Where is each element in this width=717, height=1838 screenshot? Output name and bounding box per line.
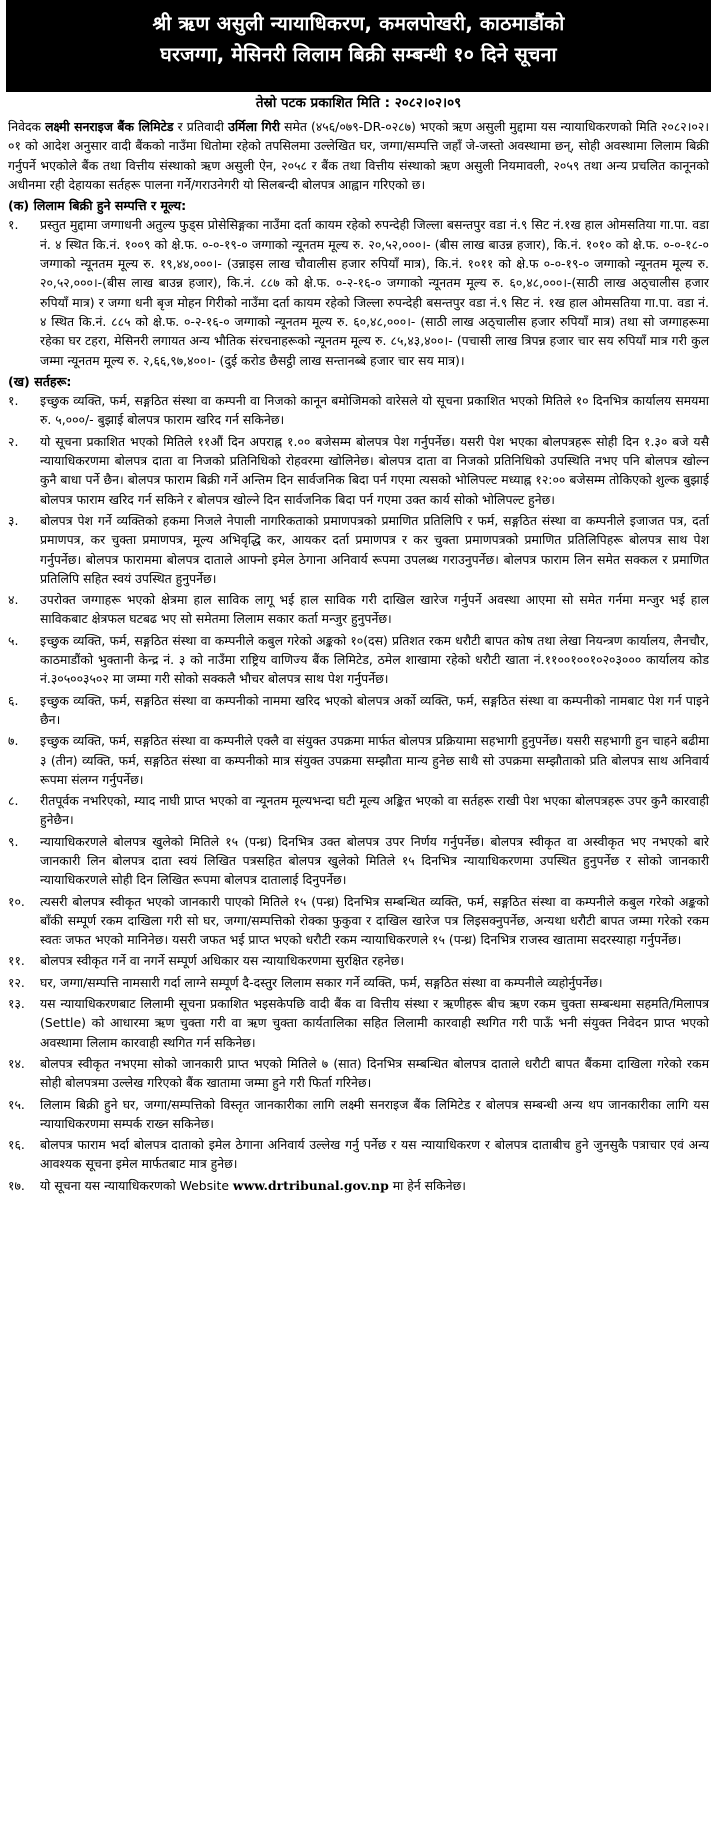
conditions-list — [6, 391, 711, 1195]
condition-item — [8, 951, 709, 970]
item-text: यो सूचना प्रकाशित भएको मितिले ११औं दिन अपराह्न १.०० बजेसम्म बोलपत्र पेश गर्नुपर्नेछ। यसरी पेश भएका बोलपत्रहरू सोही दिन १.३० बजे यसै न्यायाधिकरणमा बोलपत्र दाता वा निजको प्रतिनिधिको रोहवरमा खोलिनेछ। बोलपत्र दाता वा निजको प्रतिनिधिको उपस्थिति नभए पनि बोलपत्र खोल्न कुनै बाधा पर्ने छैन। बोलपत्र फाराम बिक्री गर्ने अन्तिम दिन सार्वजनिक बिदा पर्न गएमा त्यसको भोलिपल्ट मध्याह्न १२:०० बजेसम्म तोकिएको शुल्क बुझाई बोलपत्र फाराम खरिद गर्न सकिने र बोलपत्र खोल्ने दिन सार्वजनिक बिदा पर्न गएमा उक्त कार्य सोको भोलिपल्ट हुनेछ। — [40, 433, 709, 507]
item-text: न्यायाधिकरणले बोलपत्र खुलेको मितिले १५ (पन्ध्र) दिनभित्र उक्त बोलपत्र उपर निर्णय गर्नुपर्नेछ। बोलपत्र स्वीकृत वा अस्वीकृत भए नभएको बारे जानकारी लिन बोलपत्र दाता स्वयं लिखित पत्रसहित बोलपत्र खुलेको मितिले १५ दिनभित्र न्यायाधिकरणमा उपस्थित हुनुपर्नेछ र सोको जानकारी न्यायाधिकरणले सोही दिन लिखित रूपमा बोलपत्र दातालाई दिनुपर्नेछ। — [40, 833, 709, 888]
intro-paragraph — [8, 117, 709, 194]
section-heading-property: (क) लिलाम बिक्री हुने सम्पत्ति र मूल्य: — [8, 198, 187, 214]
item-text: इच्छुक व्यक्ति, फर्म, सङ्गठित संस्था वा कम्पनीले एक्लै वा संयुक्त उपक्रमा मार्फत बोलपत्र प्रक्रियामा सहभागी हुनुपर्नेछ। यसरी सहभागी हुन चाहने बढीमा ३ (तीन) व्यक्ति, फर्म, सङ्गठित संस्था वा कम्पनीको मात्र संयुक्त उपक्रमा सम्झौता मान्य हुनेछ साथै सो उपक्रमा सम्झौताको प्रति बोलपत्र साथ अनिवार्य रूपमा संलग्न गर्नुपर्नेछ। — [40, 733, 709, 787]
intro-text-1: निवेदक — [8, 119, 46, 134]
condition-item — [8, 1176, 709, 1195]
last-item-text-1: यो सूचना यस न्यायाधिकरणको Website — [40, 1177, 233, 1193]
item-number: ३. — [8, 512, 19, 528]
intro-text-2: र प्रतिवादी — [173, 119, 229, 134]
item-number: ११. — [8, 953, 25, 969]
condition-item — [8, 511, 709, 588]
item-text: रीतपूर्वक नभरिएको, म्याद नाघी प्राप्त भएको वा न्यूनतम मूल्यभन्दा घटी मूल्य अङ्कित भएको वा सर्तहरू राखी पेश भएका बोलपत्रहरू उपर कुनै कारवाही हुनेछैन। — [40, 793, 709, 828]
item-text: यस न्यायाधिकरणबाट लिलामी सूचना प्रकाशित भइसकेपछि वादी बैंक वा वित्तीय संस्था र ऋणीहरू बीच ऋण रकम चुक्ता सम्बन्धमा सहमति/मिलापत्र (Settle) को आधारमा ऋण चुक्ता गरी वा ऋण चुक्ता कार्यतालिका सहित लिलामी कारवाही स्थगित गरी पाऊँ भनी संयुक्त निवेदन प्राप्त भएको अवस्थामा लिलाम कारवाही स्थगित गर्न सकिनेछ। — [40, 996, 709, 1050]
condition-item — [8, 631, 709, 689]
condition-item — [8, 432, 709, 509]
item-text: घर, जग्गा/सम्पत्ति नामसारी गर्दा लाग्ने सम्पूर्ण दै-दस्तुर लिलाम सकार गर्ने व्यक्ति, फर्म, सङ्गठित संस्था वा कम्पनीले व्यहोर्नुपर्नेछ। — [40, 974, 603, 990]
item-text: बोलपत्र फाराम भर्दा बोलपत्र दाताको इमेल ठेगाना अनिवार्य उल्लेख गर्नु पर्नेछ र यस न्यायाधिकरण र बोलपत्र दाताबीच हुने जुनसुकै पत्राचार एवं अन्य आवश्यक सूचना इमेल मार्फतबाट मात्र हुनेछ। — [40, 1137, 709, 1172]
condition-item — [8, 590, 709, 629]
condition-item — [8, 973, 709, 992]
publication-date: तेस्रो पटक प्रकाशित मिति : २०८२।०२।०९ — [255, 95, 462, 111]
item-text — [40, 1176, 709, 1195]
condition-item — [8, 1135, 709, 1174]
item-number: २. — [8, 433, 19, 449]
last-item-text-2: मा हेर्न सकिनेछ। — [388, 1177, 467, 1193]
condition-item — [8, 1054, 709, 1093]
item-text: प्रस्तुत मुद्दामा जग्गाधनी अतुल्य फुड्स प्रोसेसिङ्गका नाउँमा दर्ता कायम रहेको रुपन्देही जिल्ला बसन्तपुर वडा नं.९ सिट नं.१ख हाल ओमसतिया गा.पा. वडा नं. ४ स्थित कि.नं. १००९ को क्षे.फ. ०-०-१९-० जग्गाको न्यूनतम मूल्य रु. २०,५२,०००।- (बीस लाख बाउन्न हजार), कि.नं. १०१० को क्षे.फ. ०-०-१८-० जग्गाको न्यूनतम मूल्य रु. १९,४४,०००।- (उन्नाइस लाख चौवालीस हजार रुपियाँ मात्र), कि.नं. १०११ को क्षे.फ ०-०-१९-० जग्गाको न्यूनतम मूल्य रु. २०,५२,०००।-(बीस लाख बाउन्न हजार), कि.नं. ८८७ को क्षे.फ. ०-२-१६-० जग्गाको न्यूनतम मूल्य रु. ६०,४८,०००।-(साठी लाख अठ्चालीस हजार रुपियाँ मात्र) र जग्गा धनी बृज मोहन गिरीको नाउँमा दर्ता कायम रहेको जिल्ला रुपन्देही बसन्तपुर वडा नं.९ सिट नं. १ख हाल ओमसतिया गा.पा. वडा नं. ४ स्थित कि.नं. ८८५ को क्षे.फ. ०-२-१६-० जग्गाको न्यूनतम मूल्य रु. ६०,४८,०००।- (साठी लाख अठ्चालीस हजार रुपियाँ मात्र) तथा सो जग्गाहरूमा रहेका घर टहरा, मेसिनरी लगायत अन्य भौतिक संरचनाहरूको न्यूनतम मूल्य रु. ८५,४३,४००।- (पचासी लाख त्रिपन्न हजार चार सय रुपियाँ मात्र गरी कुल जम्मा न्यूनतम मूल्य रु. २,६६,९७,४००।- (दुई करोड छैसट्ठी लाख सन्तानब्बे हजार चार सय मात्र)। — [40, 217, 709, 368]
item-number: १. — [8, 217, 19, 233]
condition-item — [8, 892, 709, 950]
item-text: बोलपत्र पेश गर्ने व्यक्तिको हकमा निजले नेपाली नागरिकताको प्रमाणपत्रको प्रमाणित प्रतिलिपि र फर्म, सङ्गठित संस्था वा कम्पनीले इजाजत पत्र, दर्ता प्रमाणपत्र, कर चुक्ता प्रमाणपत्र, मूल्य अभिवृद्धि कर, आयकर दर्ता प्रमाणपत्र र कर चुक्ता प्रमाणपत्रको प्रमाणित प्रतिलिपिहरू बोलपत्र साथ पेश गर्नुपर्नेछ। बोलपत्र फाराममा बोलपत्र दाताले आफ्नो इमेल ठेगाना अनिवार्य रूपमा उपलब्ध गराउनुपर्नेछ। बोलपत्र फाराम लिन समेत सक्कल र प्रमाणित प्रतिलिपि सहित स्वयं उपस्थित हुनुपर्नेछ। — [40, 512, 709, 586]
item-text: इच्छुक व्यक्ति, फर्म, सङ्गठित संस्था वा कम्पनीको नाममा खरिद भएको बोलपत्र अर्को व्यक्ति, फर्म, सङ्गठित संस्था वा कम्पनीको नामबाट पेश गर्न पाइने छैन। — [40, 692, 709, 727]
plaintiff-bank: लक्ष्मी सनराइज बैंक लिमिटेड — [45, 119, 174, 134]
header-title-line2: घरजग्गा, मेसिनरी लिलाम बिक्री सम्बन्धी १० दिने सूचना — [160, 43, 557, 66]
property-item — [8, 215, 709, 369]
item-text: इच्छुक व्यक्ति, फर्म, सङ्गठित संस्था वा कम्पनीले कबुल गरेको अङ्कको १०(दस) प्रतिशत रकम धरौटी बापत कोष तथा लेखा नियन्त्रण कार्यालय, लैनचौर, काठमाडौंको भुक्तानी केन्द्र नं. ३ को नाउँमा राष्ट्रिय वाणिज्य बैंक लिमिटेड, ठमेल शाखामा रहेको धरौटी खाता नं.११००१००१०२०३००० कार्यालय कोड नं.३०५००३५०२ मा जम्मा गरी सोको सक्कलै भौचर बोलपत्र साथ पेश गर्नुपर्नेछ। — [40, 632, 709, 687]
item-number: १५. — [8, 1096, 25, 1112]
condition-item — [8, 832, 709, 890]
condition-item — [8, 791, 709, 830]
condition-item — [8, 1095, 709, 1134]
item-number: १७. — [8, 1177, 25, 1193]
item-number: ७. — [8, 733, 19, 749]
notice-header — [6, 0, 711, 92]
item-number: १३. — [8, 996, 25, 1012]
condition-item — [8, 731, 709, 789]
item-text: लिलाम बिक्री हुने घर, जग्गा/सम्पत्तिको विस्तृत जानकारीका लागि लक्ष्मी सनराइज बैंक लिमिटेड र बोलपत्र सम्बन्धी अन्य थप जानकारीका लागि यस न्यायाधिकरणमा सम्पर्क राख्न सकिनेछ। — [40, 1096, 709, 1131]
item-number: ५. — [8, 632, 19, 648]
condition-item — [8, 691, 709, 730]
section-heading-conditions: (ख) सर्तहरू: — [8, 373, 72, 389]
item-number: १४. — [8, 1055, 25, 1071]
item-number: १२. — [8, 974, 25, 990]
item-text: बोलपत्र स्वीकृत नभएमा सोको जानकारी प्राप्त भएको मितिले ७ (सात) दिनभित्र सम्बन्धित बोलपत्र दाताले धरौटी बापत बैंकमा दाखिला गरेको रकम सोही बोलपत्रमा उल्लेख गरिएको बैंक खातामा जम्मा हुने गरी फिर्ता गरिनेछ। — [40, 1055, 709, 1091]
item-text: उपरोक्त जग्गाहरू भएको क्षेत्रमा हाल साविक लागू भई हाल साविक गरी दाखिल खारेज गर्नुपर्ने अवस्था आएमा सो समेत गर्नमा मन्जुर भई हाल साविकबाट क्षेत्रफल घटबढ भए सो समेतमा लिलाम सकार कर्ता मन्जुर हुनुपर्नेछ। — [40, 592, 709, 627]
item-number: ४. — [8, 592, 19, 608]
header-title-line1: श्री ऋण असुली न्यायाधिकरण, कमलपोखरी, काठमाडौंको — [152, 12, 565, 35]
item-number: १६. — [8, 1137, 25, 1153]
item-number: ६. — [8, 692, 19, 708]
condition-item — [8, 391, 709, 430]
item-text: त्यसरी बोलपत्र स्वीकृत भएको जानकारी पाएको मितिले १५ (पन्ध्र) दिनभित्र सम्बन्धित व्यक्ति, फर्म, सङ्गठित संस्था वा कम्पनीले कबुल गरेको अङ्कको बाँकी सम्पूर्ण रकम दाखिला गरी सो घर, जग्गा/सम्पत्तिको रोक्का फुकुवा र दाखिल खारेज पत्र लिइसक्नुपर्नेछ, अन्यथा धरौटी बापत जम्मा गरेको रकम स्वतः जफत भएको मानिनेछ। यसरी जफत भई प्राप्त भएको धरौटी रकम न्यायाधिकरणले १५ (पन्ध्र) दिनभित्र राजस्व खातामा सदरस्याहा गर्नुपर्नेछ। — [40, 893, 710, 948]
condition-item — [8, 994, 709, 1052]
item-number: ८. — [8, 793, 19, 809]
defendant-name: उर्मिला गिरी — [228, 119, 280, 134]
website-link[interactable]: www.drtribunal.gov.np — [232, 1177, 389, 1193]
item-text: बोलपत्र स्वीकृत गर्ने वा नगर्ने सम्पूर्ण अधिकार यस न्यायाधिकरणमा सुरक्षित रहनेछ। — [40, 953, 405, 969]
item-number: ९. — [8, 833, 19, 849]
intro-text-3: समेत (४५६/०७९-DR-०२८७) भएको ऋण असुली मुद्दामा यस न्यायाधिकरणको मिति २०८२।०२।०१ को आदेश अनुसार वादी बैंकको नाउँमा धितोमा रहेको तपसिलमा उल्लेखित घर, जग्गा/सम्पत्ति जहाँ जे-जस्तो अवस्थामा छन्, सोही अवस्थामा लिलाम बिक्री गर्नुपर्ने भएकोले बैंक तथा वित्तीय संस्थाको ऋण असुली ऐन, २०५८ र बैंक तथा वित्तीय संस्थाको ऋण असुली नियमावली, २०५९ तथा अन्य प्रचलित कानूनको अधीनमा रही देहायका सर्तहरू पालना गर्ने/गराउनेगरी यो सिलबन्दी बोलपत्र आह्वान गरिएको छ। — [8, 119, 710, 192]
item-text: इच्छुक व्यक्ति, फर्म, सङ्गठित संस्था वा कम्पनी वा निजको कानून बमोजिमको वारेसले यो सूचना प्रकाशित भएको मितिले १० दिनभित्र कार्यालय समयमा रु. ५,०००/- बुझाई बोलपत्र फाराम खरिद गर्न सकिनेछ। — [40, 393, 709, 428]
item-number: १. — [8, 393, 19, 409]
item-number: १०. — [8, 893, 25, 909]
